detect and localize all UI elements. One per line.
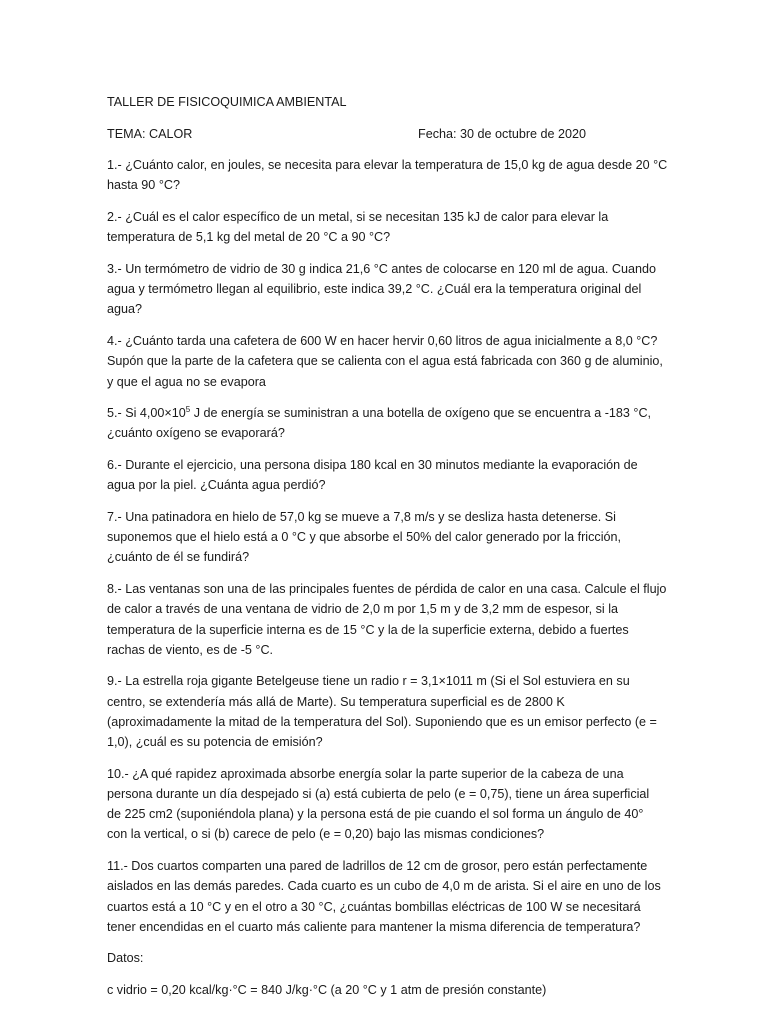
problem-2: [107, 207, 667, 247]
problem-line: persona durante un día despejado si (a) está cubierta de pelo (e = 0,75), tiene un área superficial: [107, 786, 650, 801]
problem-line: de calor a través de una ventana de vidrio de 2,0 m por 1,5 m y de 3,2 mm de espesor, si la: [107, 602, 619, 617]
topic-date-row: [107, 124, 667, 144]
problem-line: agua y termómetro llegan al equilibrio, este indica 39,2 °C. ¿Cuál era la temperatura original del: [107, 282, 642, 297]
problem-line: 4.- ¿Cuánto tarda una cafetera de 600 W en hacer hervir 0,60 litros de agua inicialmente a 8,0 °C?: [107, 334, 658, 349]
problem-line: 8.- Las ventanas son una de las principales fuentes de pérdida de calor en una casa. Calcule el flujo: [107, 582, 667, 597]
problem-line: temperatura de la superficie interna es de 15 °C y la de la superficie externa, debido a fuertes: [107, 622, 629, 637]
exponent: 5: [185, 405, 191, 415]
data-line: c vidrio = 0,20 kcal/kg·°C = 840 J/kg·°C (a 20 °C y 1 atm de presión constante): [107, 983, 547, 998]
problem-line: de 225 cm2 (suponiéndola plana) y la persona está de pie cuando el sol forma un ángulo de 40°: [107, 807, 644, 822]
problem-10: [107, 764, 667, 845]
problem-line: Supón que la parte de la cafetera que se calienta con el agua está fabricada con 360 g de aluminio,: [107, 354, 663, 369]
problem-line: (aproximadamente la mitad de la temperatura del Sol). Suponiendo que es un emisor perfecto (e =: [107, 714, 657, 729]
document-page: [107, 92, 667, 1012]
problem-11: [107, 856, 667, 937]
problem-line: aislados en las demás paredes. Cada cuarto es un cubo de 4,0 m de arista. Si el aire en uno de los: [107, 879, 661, 894]
problem-line: hasta 90 °C?: [107, 178, 180, 193]
problem-5-post: J de energía se suministran a una botella de oxígeno que se encuentra a -183 °C,: [190, 406, 652, 421]
problem-line: suponemos que el hielo está a 0 °C y que absorbe el 50% del calor generado por la fricción,: [107, 530, 622, 545]
problem-line: ¿cuánto oxígeno se evaporará?: [107, 426, 285, 441]
problem-7: [107, 507, 667, 568]
problem-6: [107, 455, 667, 495]
title-text: TALLER DE FISICOQUIMICA AMBIENTAL: [107, 95, 347, 109]
data-entry: [107, 980, 667, 1000]
problem-line: 2.- ¿Cuál es el calor específico de un metal, si se necesitan 135 kJ de calor para elevar la: [107, 210, 609, 225]
problem-line: agua?: [107, 302, 143, 317]
problem-4: [107, 331, 667, 392]
problem-line: 9.- La estrella roja gigante Betelgeuse tiene un radio r = 3,1×1011 m (Si el Sol estuviera en su: [107, 674, 630, 689]
problem-line: centro, se extendería más allá de Marte). Su temperatura superficial es de 2800 K: [107, 694, 565, 709]
problem-line: tener encendidas en el cuarto más caliente para mantener la misma diferencia de temperatura?: [107, 919, 641, 934]
problem-5: [107, 403, 667, 443]
problem-line: y que el agua no se evapora: [107, 374, 266, 389]
problem-line: 3.- Un termómetro de vidrio de 30 g indica 21,6 °C antes de colocarse en 120 ml de agua. Cuando: [107, 262, 656, 277]
problem-line: 1.- ¿Cuánto calor, en joules, se necesita para elevar la temperatura de 15,0 kg de agua desde 20 °C: [107, 158, 668, 173]
problem-line: temperatura de 5,1 kg del metal de 20 °C a 90 °C?: [107, 230, 391, 245]
problem-line: 10.- ¿A qué rapidez aproximada absorbe energía solar la parte superior de la cabeza de una: [107, 766, 624, 781]
problem-line: 6.- Durante el ejercicio, una persona disipa 180 kcal en 30 minutos mediante la evaporación de: [107, 458, 638, 473]
problem-3: [107, 259, 667, 320]
problem-line: 7.- Una patinadora en hielo de 57,0 kg se mueve a 7,8 m/s y se desliza hasta detenerse. Si: [107, 510, 616, 525]
problem-line: rachas de viento, es de -5 °C.: [107, 642, 274, 657]
problem-line: [107, 403, 667, 423]
document-title: [107, 92, 667, 112]
problem-line: agua por la piel. ¿Cuánta agua perdió?: [107, 478, 326, 493]
topic-label: TEMA: CALOR: [107, 126, 193, 141]
problem-5-pre: 5.- Si 4,00×10: [107, 406, 186, 421]
problem-line: 11.- Dos cuartos comparten una pared de ladrillos de 12 cm de grosor, pero están perfectamente: [107, 859, 648, 874]
problem-9: [107, 671, 667, 752]
problem-line: ¿cuánto de él se fundirá?: [107, 550, 250, 565]
problem-line: 1,0), ¿cuál es su potencia de emisión?: [107, 735, 323, 750]
data-heading: [107, 948, 667, 968]
problem-line: cuartos está a 10 °C y en el otro a 30 °C, ¿cuántas bombillas eléctricas de 100 W se necesitará: [107, 899, 641, 914]
problem-1: [107, 155, 667, 195]
problem-line: con la vertical, o si (b) carece de pelo (e = 0,20) bajo las mismas condiciones?: [107, 827, 545, 842]
data-label: Datos:: [107, 951, 144, 966]
date-label: Fecha: 30 de octubre de 2020: [418, 126, 587, 141]
problem-8: [107, 579, 667, 660]
